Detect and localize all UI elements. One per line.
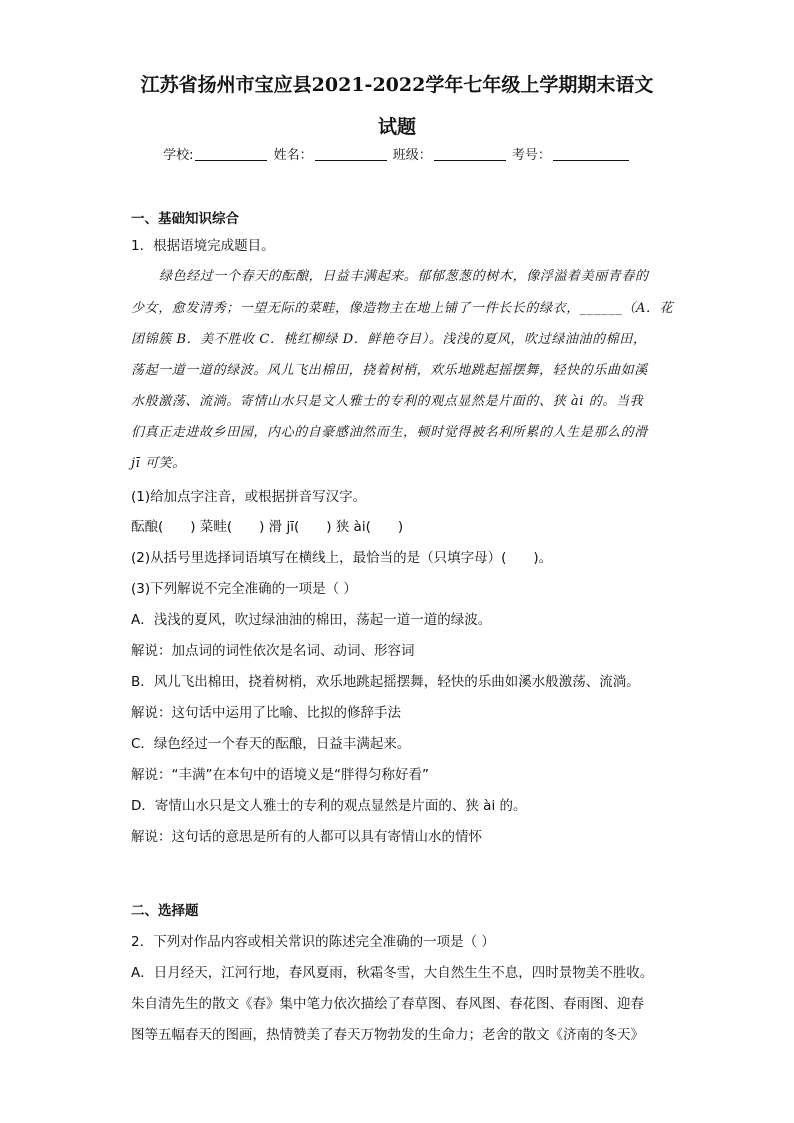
passage-line: 团锦簇 B．美不胜收 C．桃红柳绿 D．鲜艳夺目）。浅浅的夏风，吹过绿油油的棉田， <box>131 332 647 347</box>
subquestion-1-blanks: 酝酿( ) 菜畦( ) 滑 jī( ) 狭 ài( ) <box>131 519 404 535</box>
name-blank[interactable] <box>315 146 387 161</box>
section2-heading: 二、选择题 <box>131 903 199 919</box>
name-label: 姓名： <box>273 148 313 163</box>
q2-option-a: A．日月经天，江河行地，春风夏雨，秋霜冬雪，大自然生生不息，四时景物美不胜收。 <box>131 965 654 981</box>
explanation-a: 解说：加点词的词性依次是名词、动词、形容词 <box>131 643 415 659</box>
explanation-b: 解说：这句话中运用了比喻、比拟的修辞手法 <box>131 705 401 721</box>
explanation-c: 解说：“丰满”在本句中的语境义是“胖得匀称好看” <box>131 767 429 783</box>
exam-title-line2: 试题 <box>377 116 416 138</box>
option-a: A．浅浅的夏风，吹过绿油油的棉田，荡起一道一道的绿波。 <box>131 612 492 628</box>
question-2: 2．下列对作品内容或相关常识的陈述完全准确的一项是（ ） <box>131 934 495 950</box>
school-blank[interactable] <box>195 146 267 161</box>
option-d: D．寄情山水只是文人雅士的专利的观点显然是片面的、狭 ài 的。 <box>131 798 527 814</box>
class-blank[interactable] <box>434 146 506 161</box>
passage-line: 少女，愈发清秀；一望无际的菜畦，像造物主在地上铺了一件长长的绿衣，______（A．花 <box>131 301 674 316</box>
number-label: 考号： <box>511 148 551 163</box>
subquestion-3: (3)下列解说不完全准确的一项是（ ） <box>131 581 357 597</box>
option-c: C．绿色经过一个春天的酝酿，日益丰满起来。 <box>131 736 411 752</box>
question-1: 1．根据语境完成题目。 <box>131 238 275 254</box>
number-blank[interactable] <box>553 146 629 161</box>
passage-line: 水般激荡、流淌。寄情山水只是文人雅士的专利的观点显然是片面的、狭 ài 的。当我 <box>131 394 644 409</box>
q2-option-a-cont: 图等五幅春天的图画，热情赞美了春天万物勃发的生命力；老舍的散文《济南的冬天》 <box>131 1027 644 1043</box>
q2-option-a-cont: 朱自清先生的散文《春》集中笔力依次描绘了春草图、春风图、春花图、春雨图、迎春 <box>131 996 644 1012</box>
student-info-row <box>0 144 794 163</box>
option-b: B．风儿飞出棉田，挠着树梢，欢乐地跳起摇摆舞，轻快的乐曲如溪水般激荡、流淌。 <box>131 674 640 690</box>
explanation-d: 解说：这句话的意思是所有的人都可以具有寄情山水的情怀 <box>131 829 482 845</box>
passage-line: 荡起一道一道的绿波。风儿飞出棉田，挠着树梢，欢乐地跳起摇摆舞，轻快的乐曲如溪 <box>131 363 648 378</box>
exam-title-line1: 江苏省扬州市宝应县2021-2022学年七年级上学期期末语文 <box>140 74 654 96</box>
subquestion-1: (1)给加点字注音，或根据拼音写汉字。 <box>131 489 367 505</box>
school-label: 学校: <box>163 148 194 163</box>
class-label: 班级： <box>392 148 432 163</box>
section1-heading: 一、基础知识综合 <box>131 211 239 227</box>
passage-line: jī 可笑。 <box>131 456 186 471</box>
passage-line: 绿色经过一个春天的酝酿，日益丰满起来。郁郁葱葱的树木，像浮溢着美丽青春的 <box>159 269 649 284</box>
passage-line: 们真正走进故乡田园，内心的自豪感油然而生，顿时觉得被名利所累的人生是那么的滑 <box>131 425 648 440</box>
subquestion-2: (2)从括号里选择词语填写在横线上，最恰当的是（只填字母）( )。 <box>131 550 553 566</box>
